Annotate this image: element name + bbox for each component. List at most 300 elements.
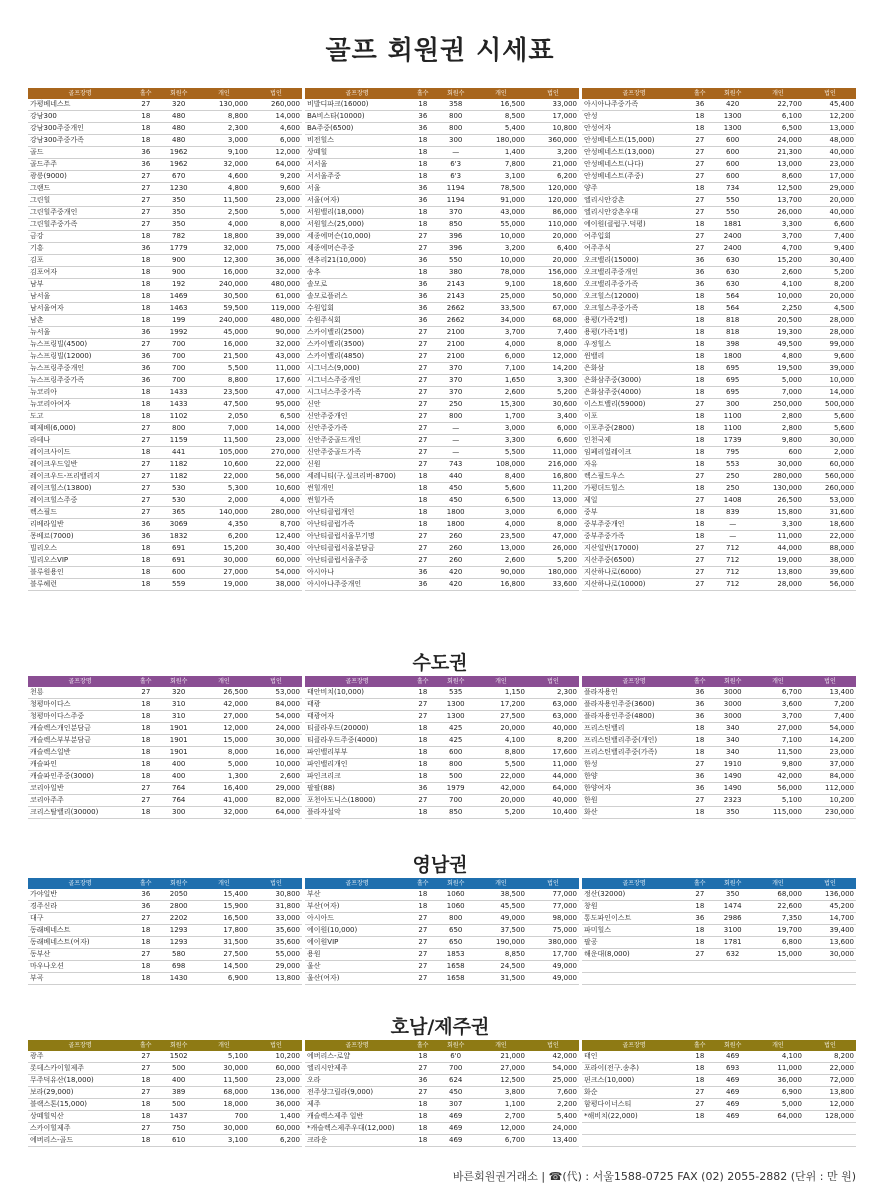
table-row	[28, 255, 302, 267]
table-cell: 20,000	[527, 255, 579, 267]
table-cell: 180,000	[475, 135, 527, 147]
table-cell: 세종에머슨(10,000)	[305, 231, 409, 243]
table-row	[582, 771, 856, 783]
table-cell: 695	[714, 363, 752, 375]
table-row	[305, 913, 579, 925]
table-cell: 18,800	[198, 231, 250, 243]
table-cell: 425	[437, 735, 475, 747]
table-cell: 썬힐가족	[305, 495, 409, 507]
table-cell: 1182	[160, 459, 198, 471]
table-cell: 30,000	[198, 555, 250, 567]
table-cell: 698	[160, 961, 198, 973]
table-cell: 18	[132, 771, 159, 783]
table-cell: 30,000	[804, 435, 856, 447]
table-row	[28, 219, 302, 231]
table-cell: 2143	[437, 291, 475, 303]
table-cell: 450	[437, 483, 475, 495]
table-row	[305, 567, 579, 579]
table-cell: 1853	[437, 949, 475, 961]
table-cell: 10,200	[250, 1051, 302, 1063]
table-cell: 1490	[714, 783, 752, 795]
table-row	[305, 711, 579, 723]
table-cell: 세종에머슨주중	[305, 243, 409, 255]
table-cell: 18	[132, 699, 159, 711]
table-cell: 18	[686, 423, 713, 435]
table-cell: 553	[714, 459, 752, 471]
table-cell: 14,000	[250, 423, 302, 435]
table-row	[582, 351, 856, 363]
table-cell: 3000	[714, 711, 752, 723]
table-cell: 5,000	[752, 1099, 804, 1111]
table-row	[305, 291, 579, 303]
table-cell: 47,500	[198, 399, 250, 411]
table-cell: 32,000	[198, 159, 250, 171]
table-cell: 90,000	[250, 327, 302, 339]
table-cell: 49,000	[475, 913, 527, 925]
table-cell: 36	[409, 111, 436, 123]
table-row	[582, 687, 856, 699]
table-cell: 비전힐스	[305, 135, 409, 147]
table-cell: 27	[132, 171, 159, 183]
table-cell: —	[437, 447, 475, 459]
table-row	[582, 123, 856, 135]
column-header: 골프장명	[582, 878, 686, 889]
column-header: 법인	[250, 1040, 302, 1051]
table-row	[582, 387, 856, 399]
table-cell: 25,000	[527, 1075, 579, 1087]
table-cell	[804, 1135, 856, 1147]
table-cell: 36	[686, 279, 713, 291]
table-cell: 리베라일반	[28, 519, 132, 531]
table-row	[28, 267, 302, 279]
table-row	[582, 447, 856, 459]
table-cell: 36	[409, 783, 436, 795]
table-cell: 팔팔(88)	[305, 783, 409, 795]
table-cell: 경주신라	[28, 901, 132, 913]
table-row	[28, 231, 302, 243]
table-cell: 500	[160, 1099, 198, 1111]
column-header: 개인	[198, 88, 250, 99]
table-cell: 27,000	[475, 1063, 527, 1075]
table-cell: 7,000	[752, 387, 804, 399]
table-cell: 28,000	[752, 579, 804, 591]
table-cell: 389	[160, 1087, 198, 1099]
table-cell: 18	[686, 387, 713, 399]
table-cell: 3,200	[527, 147, 579, 159]
table-cell: 13,400	[804, 687, 856, 699]
table-cell: 오크밸리주중가족	[582, 279, 686, 291]
table-cell: 75,000	[527, 925, 579, 937]
table-cell: 6,200	[198, 531, 250, 543]
table-cell: 21,500	[198, 351, 250, 363]
table-row	[28, 913, 302, 925]
table-cell: 18	[686, 459, 713, 471]
table-row	[305, 807, 579, 819]
table-cell: 56,000	[250, 471, 302, 483]
table-cell: 18	[132, 807, 159, 819]
table-cell: —	[437, 435, 475, 447]
table-cell: 18	[132, 555, 159, 567]
table-row	[582, 471, 856, 483]
table-cell: 469	[437, 1135, 475, 1147]
table-cell: 4,800	[752, 351, 804, 363]
column-header: 회원수	[714, 878, 752, 889]
table-cell: 프리스틴밸리주중(개인)	[582, 735, 686, 747]
table-cell: 8,000	[198, 747, 250, 759]
table-cell: 12,400	[250, 531, 302, 543]
table-cell: 11,500	[752, 747, 804, 759]
table-cell: 2,250	[752, 303, 804, 315]
table-cell: 1,300	[198, 771, 250, 783]
table-row	[28, 925, 302, 937]
table-cell: 아시아드	[305, 913, 409, 925]
table-cell: 1910	[714, 759, 752, 771]
table-cell: 2,700	[475, 1111, 527, 1123]
table-cell: 22,000	[475, 771, 527, 783]
table-cell: 61,000	[250, 291, 302, 303]
table-row	[582, 913, 856, 925]
table-cell: 365	[160, 507, 198, 519]
table-cell: 27	[409, 1087, 436, 1099]
table-cell: 564	[714, 303, 752, 315]
table-row	[305, 1111, 579, 1123]
table-cell: 420	[714, 99, 752, 111]
table-row	[582, 925, 856, 937]
table-cell: 27	[409, 435, 436, 447]
table-cell: 신안주중개인	[305, 411, 409, 423]
table-cell: 27	[409, 399, 436, 411]
table-cell: 425	[437, 723, 475, 735]
table-row	[305, 531, 579, 543]
column-header: 개인	[475, 88, 527, 99]
table-cell: 84,000	[250, 699, 302, 711]
table-cell: 560,000	[804, 471, 856, 483]
table-cell: 27	[409, 795, 436, 807]
column-header: 법인	[804, 676, 856, 687]
table-cell: 25,000	[475, 291, 527, 303]
table-cell: 캐슬렉스제주 일반	[305, 1111, 409, 1123]
table-cell: 18	[686, 531, 713, 543]
table-cell: 27	[132, 459, 159, 471]
table-cell: 91,000	[475, 195, 527, 207]
table-cell: 1779	[160, 243, 198, 255]
table-cell: 레이크힐스주중	[28, 495, 132, 507]
table-row	[305, 387, 579, 399]
table-cell: 17,000	[527, 111, 579, 123]
table-cell: 아난티클럽서울무기명	[305, 531, 409, 543]
table-cell: 700	[160, 363, 198, 375]
table-cell: 2400	[714, 243, 752, 255]
table-cell: 7,600	[527, 1087, 579, 1099]
table-cell: 30,400	[250, 543, 302, 555]
table-cell: 1060	[437, 901, 475, 913]
table-cell: 6,700	[475, 1135, 527, 1147]
table-cell: 18	[409, 207, 436, 219]
table-cell: 1102	[160, 411, 198, 423]
column-header: 개인	[198, 676, 250, 687]
table-cell: 18	[686, 901, 713, 913]
table-row	[28, 99, 302, 111]
table-row	[582, 99, 856, 111]
table-cell: 54,000	[804, 723, 856, 735]
table-cell: 32,000	[250, 339, 302, 351]
table-cell: 600	[714, 171, 752, 183]
table-cell: 18,600	[527, 279, 579, 291]
table-cell	[752, 961, 804, 973]
table-cell: 260	[437, 531, 475, 543]
table-cell: 스카이힐제주	[28, 1123, 132, 1135]
table-cell: 1800	[437, 507, 475, 519]
column-header: 법인	[250, 676, 302, 687]
table-cell: 250	[714, 471, 752, 483]
table-cell: 1800	[714, 351, 752, 363]
table-cell: 36	[686, 711, 713, 723]
table-row	[28, 723, 302, 735]
table-header-row	[28, 1040, 302, 1051]
table-cell: 18	[686, 351, 713, 363]
column-header: 홀수	[409, 1040, 436, 1051]
table-cell: 136,000	[250, 1087, 302, 1099]
table-cell: 782	[160, 231, 198, 243]
table-cell: 8,600	[752, 171, 804, 183]
table-cell: 신원	[305, 459, 409, 471]
table-cell: 27	[132, 795, 159, 807]
table-cell: 310	[160, 711, 198, 723]
table-cell: 530	[160, 483, 198, 495]
table-row	[305, 579, 579, 591]
table-cell: 1293	[160, 937, 198, 949]
table-cell: 18	[409, 735, 436, 747]
table-cell: 골드	[28, 147, 132, 159]
table-cell: 27	[409, 711, 436, 723]
table-cell: 23,000	[804, 747, 856, 759]
table-cell: 800	[437, 411, 475, 423]
table-cell: 24,000	[250, 723, 302, 735]
table-row	[582, 411, 856, 423]
table-cell: 27	[409, 411, 436, 423]
table-cell: 743	[437, 459, 475, 471]
table-row	[305, 901, 579, 913]
table-row	[582, 459, 856, 471]
table-cell	[714, 961, 752, 973]
table-cell: 상떼힐	[305, 147, 409, 159]
column-header: 개인	[752, 88, 804, 99]
table-row	[582, 973, 856, 985]
table-cell: 90,000	[475, 567, 527, 579]
table-row	[28, 123, 302, 135]
table-cell: 49,500	[752, 339, 804, 351]
table-cell: 1,150	[475, 687, 527, 699]
table-row	[28, 447, 302, 459]
table-cell	[686, 1135, 713, 1147]
table-cell: 뉴서울	[28, 327, 132, 339]
price-table-yn-col-3	[582, 878, 856, 985]
table-cell: 18	[132, 543, 159, 555]
table-cell: 센추리21(10,000)	[305, 255, 409, 267]
section-title-honam: 호남/제주권	[390, 1016, 490, 1038]
column-header: 법인	[804, 878, 856, 889]
table-cell: 2662	[437, 303, 475, 315]
table-cell: 480	[160, 123, 198, 135]
table-cell: 72,000	[804, 1075, 856, 1087]
table-cell: 27	[686, 795, 713, 807]
table-cell: 18	[409, 1123, 436, 1135]
table-row	[582, 219, 856, 231]
table-cell: 700	[437, 1063, 475, 1075]
table-row	[305, 687, 579, 699]
table-cell: 아난티클럽서울주중	[305, 555, 409, 567]
table-row	[305, 147, 579, 159]
table-row	[582, 483, 856, 495]
table-cell: 강남300주중개인	[28, 123, 132, 135]
table-cell: 4,000	[250, 495, 302, 507]
table-cell: 뉴스프링주중가족	[28, 375, 132, 387]
table-cell: 18	[409, 147, 436, 159]
table-cell: 1901	[160, 735, 198, 747]
table-cell: 40,000	[804, 207, 856, 219]
table-cell: 2,000	[198, 495, 250, 507]
table-cell: 크리스탈밸리(30000)	[28, 807, 132, 819]
table-cell: 11,000	[752, 1063, 804, 1075]
table-cell: 한성	[582, 759, 686, 771]
table-cell: 플라자용인	[582, 687, 686, 699]
table-cell: 31,600	[804, 507, 856, 519]
table-cell: 26,000	[752, 207, 804, 219]
table-cell: 18	[686, 339, 713, 351]
table-row	[582, 303, 856, 315]
table-cell: 21,300	[752, 147, 804, 159]
table-cell: 27	[686, 159, 713, 171]
table-cell: 캐슬렉스부부분담금	[28, 735, 132, 747]
table-cell: 27	[409, 447, 436, 459]
table-cell: 대구	[28, 913, 132, 925]
table-cell: 남부	[28, 279, 132, 291]
column-header: 개인	[475, 676, 527, 687]
table-cell: 18	[409, 267, 436, 279]
table-cell: 크라운	[305, 1135, 409, 1147]
table-cell: 112,000	[804, 783, 856, 795]
price-table-sudo-col-2	[305, 676, 579, 819]
table-cell: 18	[132, 135, 159, 147]
table-cell: 27	[132, 183, 159, 195]
table-cell: 9,100	[198, 147, 250, 159]
table-row	[305, 507, 579, 519]
table-cell: 에이원(클럽구.덕평)	[582, 219, 686, 231]
table-row	[305, 363, 579, 375]
table-row	[28, 937, 302, 949]
table-cell: 340	[714, 723, 752, 735]
table-cell: 광릉(9000)	[28, 171, 132, 183]
table-cell: 신안주중골드가족	[305, 447, 409, 459]
table-cell: 6,900	[752, 1087, 804, 1099]
table-row	[28, 375, 302, 387]
table-cell: 307	[437, 1099, 475, 1111]
column-header: 회원수	[714, 676, 752, 687]
table-cell: 27	[409, 339, 436, 351]
table-row	[582, 723, 856, 735]
table-row	[28, 1075, 302, 1087]
table-cell: 5,400	[475, 123, 527, 135]
table-cell: 27	[132, 507, 159, 519]
table-cell: 용평(가족2명)	[582, 315, 686, 327]
table-row	[582, 567, 856, 579]
table-cell: 5,400	[527, 1111, 579, 1123]
table-cell: 은화삼주중(3000)	[582, 375, 686, 387]
column-header: 회원수	[714, 88, 752, 99]
table-cell: 1469	[160, 291, 198, 303]
table-cell: 1,700	[475, 411, 527, 423]
table-cell: 53,000	[250, 687, 302, 699]
table-row	[305, 423, 579, 435]
table-row	[28, 759, 302, 771]
table-cell: 에이원(10,000)	[305, 925, 409, 937]
column-header: 골프장명	[305, 878, 409, 889]
table-row	[305, 255, 579, 267]
table-cell	[582, 1123, 686, 1135]
table-cell: 서서울주중	[305, 171, 409, 183]
table-cell: 5,200	[804, 267, 856, 279]
table-cell: 98,000	[527, 913, 579, 925]
table-cell: 67,000	[527, 303, 579, 315]
table-cell: 469	[714, 1075, 752, 1087]
table-cell: 469	[714, 1051, 752, 1063]
table-cell: 27	[409, 231, 436, 243]
table-cell: 태광	[305, 699, 409, 711]
table-cell: 지산하나로(6000)	[582, 567, 686, 579]
table-cell: 19,000	[752, 555, 804, 567]
table-cell: 6,500	[752, 123, 804, 135]
table-cell: 1,400	[250, 1111, 302, 1123]
table-cell: 18	[409, 483, 436, 495]
table-cell: 1408	[714, 495, 752, 507]
table-cell: 764	[160, 783, 198, 795]
table-cell: 469	[437, 1123, 475, 1135]
table-cell: 8,850	[475, 949, 527, 961]
table-cell: 이스트밸리(59000)	[582, 399, 686, 411]
table-cell: 정산(32000)	[582, 889, 686, 901]
table-cell: 310	[160, 699, 198, 711]
table-cell: 610	[160, 1135, 198, 1147]
table-cell: 693	[714, 1063, 752, 1075]
table-header-row	[582, 878, 856, 889]
table-cell: 보라(29,000)	[28, 1087, 132, 1099]
table-cell: 2,800	[752, 411, 804, 423]
table-row	[28, 771, 302, 783]
table-cell: 800	[437, 123, 475, 135]
table-cell: 27	[132, 471, 159, 483]
table-cell: 600	[714, 159, 752, 171]
table-cell: 1781	[714, 937, 752, 949]
table-row	[582, 1135, 856, 1147]
table-cell: 여주주식	[582, 243, 686, 255]
table-cell: 9,100	[475, 279, 527, 291]
table-cell: 스카이밸리(3500)	[305, 339, 409, 351]
table-cell: 18	[132, 411, 159, 423]
table-cell: 3,700	[475, 327, 527, 339]
table-cell: 22,000	[804, 1063, 856, 1075]
table-cell: 64,000	[250, 807, 302, 819]
table-cell: 54,000	[250, 711, 302, 723]
table-cell: 358	[437, 99, 475, 111]
table-cell: 27	[409, 375, 436, 387]
table-cell: 37,000	[804, 759, 856, 771]
table-cell: 260	[437, 555, 475, 567]
table-cell: 15,000	[198, 735, 250, 747]
table-cell: 한양여자	[582, 783, 686, 795]
table-cell: 1,100	[475, 1099, 527, 1111]
table-cell: 5,600	[804, 411, 856, 423]
table-cell: 16,800	[527, 471, 579, 483]
